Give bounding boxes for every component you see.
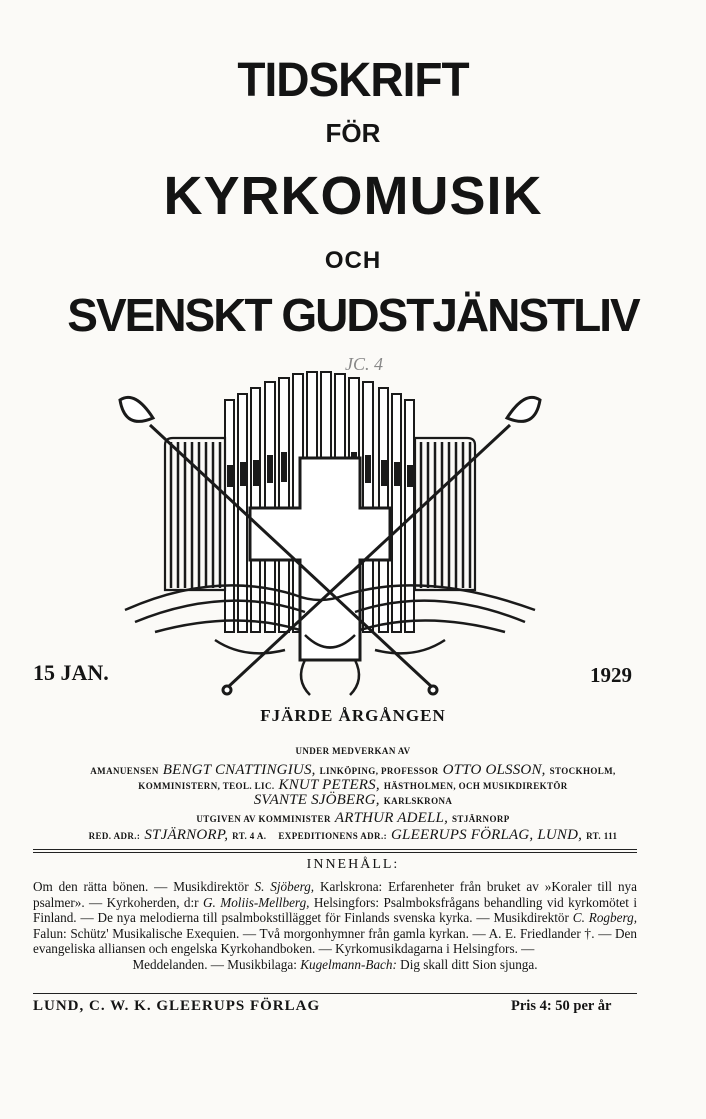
divider [33,849,637,850]
contents-text: Meddelanden. — Musikbilaga: [132,956,301,972]
contributor-place: LINKÖPING, PROFESSOR [319,766,439,776]
editorial-phone: RT. 4 A. [232,831,267,841]
journal-title-line4: OCH [324,247,382,274]
handwritten-mark: JC. 4 [345,354,383,374]
publisher-place: STJÄRNORP [452,814,510,824]
contributor-title: KOMMINISTERN, TEOL. LIC. [138,781,275,791]
contributor-title: AMANUENSEN [90,766,159,776]
contributor-name: SVANTE SJÖBERG, [253,792,380,808]
contents-text: Karlskrona: Erfarenheter från bruket av »Koraler till nya psalmer». — Kyrkoherden, d:r [33,879,637,910]
organ-cross-emblem [95,360,565,705]
publisher-name: ARTHUR ADELL, [334,810,449,826]
journal-title-line3: KYRKOMUSIK [163,166,543,226]
addresses-line [0,826,706,844]
contents-author: Kugelmann-Bach: [300,956,397,972]
divider [33,993,637,994]
divider [33,852,637,853]
contributor-place: KARLSKRONA [383,796,453,806]
editorial-address-label: RED. ADR.: [88,831,141,841]
volume-heading: FJÄRDE ÅRGÅNGEN [260,706,446,725]
expedition-address: GLEERUPS FÖRLAG, LUND, [391,827,583,843]
contributors-line-3 [0,791,706,809]
contributor-name: OTTO OLSSON, [442,762,546,778]
expedition-phone: RT. 111 [586,831,618,841]
contents-text: Falun: Schütz' Musikalische Exequien. — Två morgonhymner från gamla kyrkan. — A. E. Friedlander †. — Den evangeliska alliansen och engelska Kyrkohandboken. — Kyrkomusikdagarna i Helsingfors. — [33,925,637,957]
contributor-place: STOCKHOLM, [549,766,616,776]
editorial-address: STJÄRNORP, [144,827,229,843]
contributor-name: KNUT PETERS, [278,777,380,793]
contents-author: C. Rogberg, [572,910,637,926]
journal-title-line2: FÖR [325,118,381,148]
contents-list [33,879,637,973]
publisher-title: UTGIVEN AV KOMMINISTER [196,814,331,824]
contents-author: G. Moliis-Mellberg, [202,894,310,910]
contents-text: Helsingfors: Psalmboksfrågans behandling vid kyrkomötet i Finland. — De nya melodierna till psalmbokstillägget för Finlands svenska kyrka. — Musikdirektör [33,894,637,926]
contents-text: Dig skall ditt Sion sjunga. [396,956,538,972]
journal-title-line5: SVENSKT GUDSTJÄNSTLIV [67,289,639,341]
contributor-place: HÄSTHOLMEN, OCH MUSIKDIREKTÖR [383,781,568,791]
contents-author: S. Sjöberg, [254,879,315,894]
expedition-address-label: EXPEDITIONENS ADR.: [278,831,388,841]
footer-publisher: LUND, C. W. K. GLEERUPS FÖRLAG [33,998,321,1014]
journal-title-line1: TIDSKRIFT [237,51,469,107]
contents-heading: INNEHÅLL: [306,857,400,872]
publisher-line [0,809,706,827]
footer-price: Pris 4: 50 per år [511,998,612,1014]
issue-date: 15 JAN. [33,660,109,685]
contributor-name: BENGT CNATTINGIUS, [162,762,316,778]
contents-text: Om den rätta bönen. — Musikdirektör [33,879,255,894]
issue-year: 1929 [590,663,632,687]
cooperation-heading: UNDER MEDVERKAN AV [295,746,411,756]
